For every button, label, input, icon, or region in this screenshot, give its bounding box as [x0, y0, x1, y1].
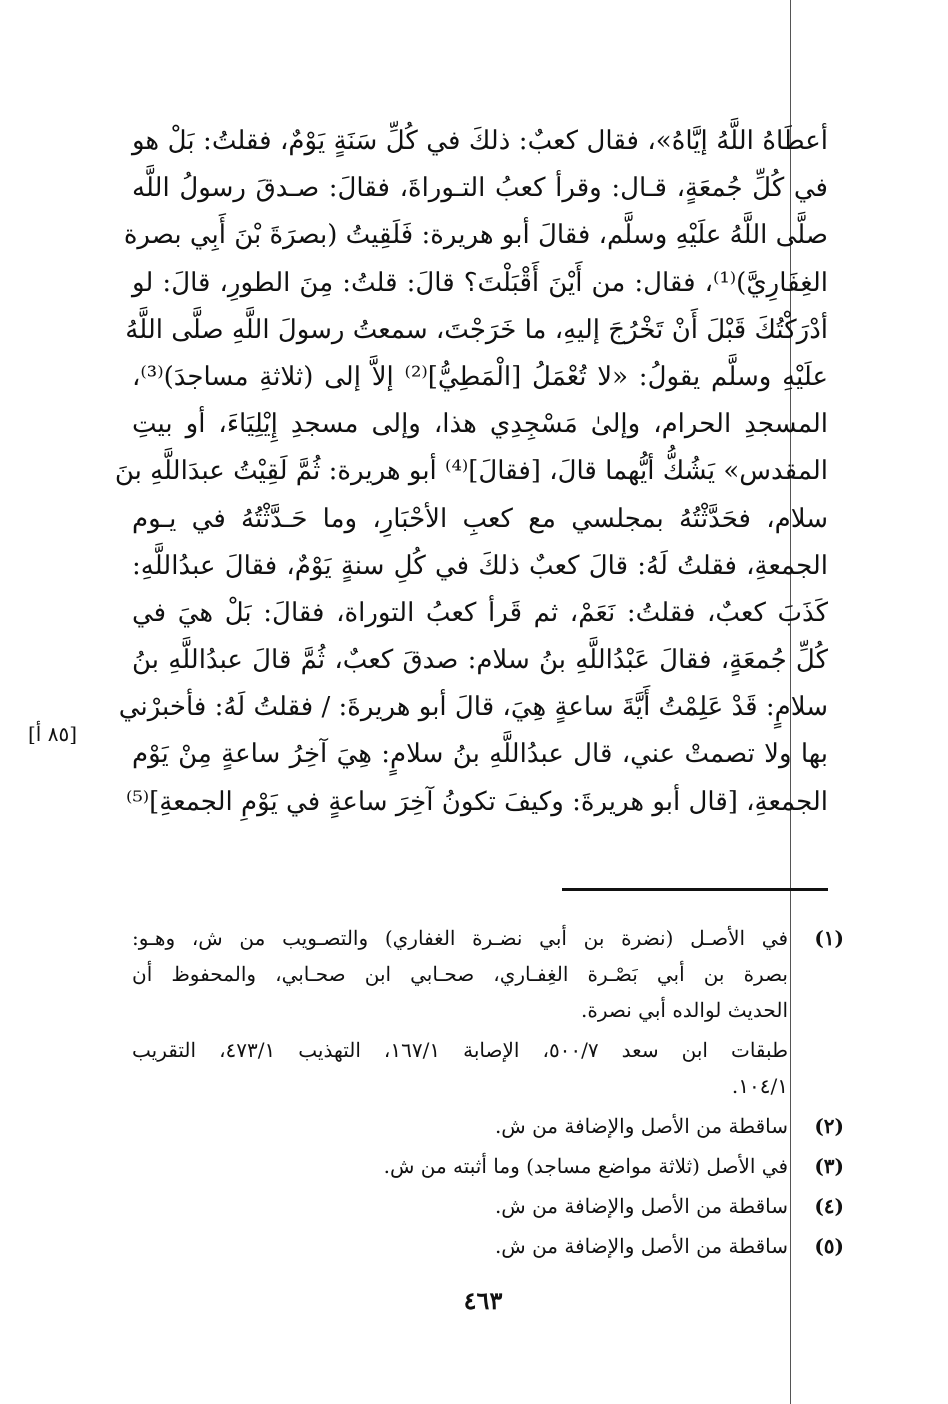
footnote-line: بصرة بن أبي بَصْـرة الغِفـاري، صحـابي ابن صحـابي، والمحفوظ أن	[132, 962, 788, 986]
footnote-number: (١)	[814, 926, 844, 950]
footnote-line: طبقات ابن سعد ٥٠٠/٧، الإصابة ١٦٧/١، التهذيب ٤٧٣/١، التقريب	[132, 1038, 788, 1062]
text-line: كَذَبَ كعبٌ، فقلتُ: نَعَمْ، ثم قَرأ كعبُ التوراة، فقالَ: بَلْ هيَ في	[132, 597, 828, 628]
text-line: بها ولا تصمتْ عني، قال عبدُاللَّهِ بنُ سلامٍ: هِيَ آخِرُ ساعةٍ مِنْ يَوْم	[132, 739, 828, 770]
footnote-line: في الأصل (ثلاثة مواضع مساجد) وما أثبته من ش.	[383, 1154, 788, 1178]
footnotes-block	[132, 920, 844, 1268]
page-number: ٤٦٣	[463, 1286, 503, 1315]
footnote-number: (٣)	[814, 1154, 844, 1178]
footnote-number: (٤)	[814, 1194, 844, 1218]
folio-marker: [٨٥ أ]	[28, 722, 78, 746]
text-line: أدْرَكْتُكَ قَبْلَ أَنْ تَخْرُجَ إليهِ، ما خَرَجْتَ، سمعتُ رسولَ اللَّهِ صلَّى اللَّهُ	[125, 314, 828, 345]
footnote-number: (٢)	[814, 1114, 844, 1138]
footnote	[132, 1108, 844, 1144]
text-line: صلَّى اللَّهُ علَيْهِ وسلَّم، فقالَ أبو هريرة: فَلَقِيتُ (بصرَةَ بْنَ أَبِي بصرة	[123, 220, 828, 251]
text-line: الغِفَارِيَّ)⁽¹⁾، فقال: من أَيْنَ أَقْبَلْتَ؟ قالَ: قلتُ: مِنَ الطورِ، قالَ: لو	[132, 267, 828, 298]
text-line: الجمعةِ، [قال أبو هريرةَ: وكيفَ تكونُ آخِرَ ساعةٍ في يَوْمِ الجمعةِ]⁽⁵⁾	[125, 786, 828, 817]
footnote-line: ساقطة من الأصل والإضافة من ش.	[494, 1194, 788, 1218]
footnote	[132, 920, 844, 1104]
footnote-body	[132, 1108, 788, 1144]
text-line: علَيْهِ وسلَّم يقولُ: «لا تُعْمَلُ [الْمَطِيُّ]⁽²⁾ إلاَّ إلى (ثلاثةِ مساجدَ)⁽³⁾،	[132, 361, 828, 392]
footnote-body	[132, 1228, 788, 1264]
text-line: المقدس» يَشُكُّ أيُّهما قالَ، [فقالَ]⁽⁴⁾ أبو هريرة: ثُمَّ لَقِيْتُ عبدَاللَّهِ بنَ	[114, 456, 828, 487]
text-line: في كُلِّ جُمعَةٍ، قـال: وقرأ كعبُ التـوراةَ، فقالَ: صـدقَ رسولُ اللَّه	[132, 173, 828, 204]
footnote-line: ساقطة من الأصل والإضافة من ش.	[494, 1114, 788, 1138]
footnote-body	[132, 1188, 788, 1224]
footnote	[132, 1228, 844, 1264]
footnote-line: في الأصـل (نضرة بن أبي نضـرة الغفاري) والتصـويب من ش، وهـو:	[132, 926, 788, 950]
footnote-line: الحديث لوالده أبي نصرة.	[581, 998, 788, 1022]
text-line: سلامٍ: قَدْ عَلِمْتُ أَيَّةَ ساعةٍ هِيَ، قالَ أبو هريرةَ: / فقلتُ لَهُ: فأخبرْني	[118, 692, 828, 723]
footnote-number: (٥)	[814, 1234, 844, 1258]
footnote-line: ١٠٤/١.	[731, 1074, 788, 1098]
text-line: كُلِّ جُمعَةٍ، فقالَ عَبْدُاللَّهِ بنُ سلام: صدقَ كعبٌ، ثُمَّ قالَ عبدُاللَّهِ بنُ	[132, 645, 828, 676]
text-line: أعطَاهُ اللَّهُ إيَّاهُ»، فقال كعبٌ: ذلكَ في كُلِّ سَنَةٍ يَوْمٌ، فقلتُ: بَلْ هو	[132, 126, 828, 156]
footnote-body	[132, 1148, 788, 1184]
text-line: سلام، فحَدَّثْتُهُ بمجلسي مع كعبِ الأحْبَارِ، وما حَـدَّثْتُهُ في يـوم	[132, 503, 828, 534]
footnote-body	[132, 920, 788, 1104]
footnote	[132, 1188, 844, 1224]
footnote-line: ساقطة من الأصل والإضافة من ش.	[494, 1234, 788, 1258]
main-text-block	[114, 118, 828, 826]
text-line: الجمعةِ، فقلتُ لَهُ: قالَ كعبٌ ذلكَ في كُلِ سنةٍ يَوْمٌ، فقالَ عبدُاللَّهِ:	[132, 550, 828, 581]
text-line: المسجدِ الحرام، وإلىٰ مَسْجِدِي هذا، وإلى مسجدِ إِيْلِيَاءَ، أو بيتِ	[132, 409, 828, 440]
footnote-separator	[562, 888, 828, 891]
footnote	[132, 1148, 844, 1184]
